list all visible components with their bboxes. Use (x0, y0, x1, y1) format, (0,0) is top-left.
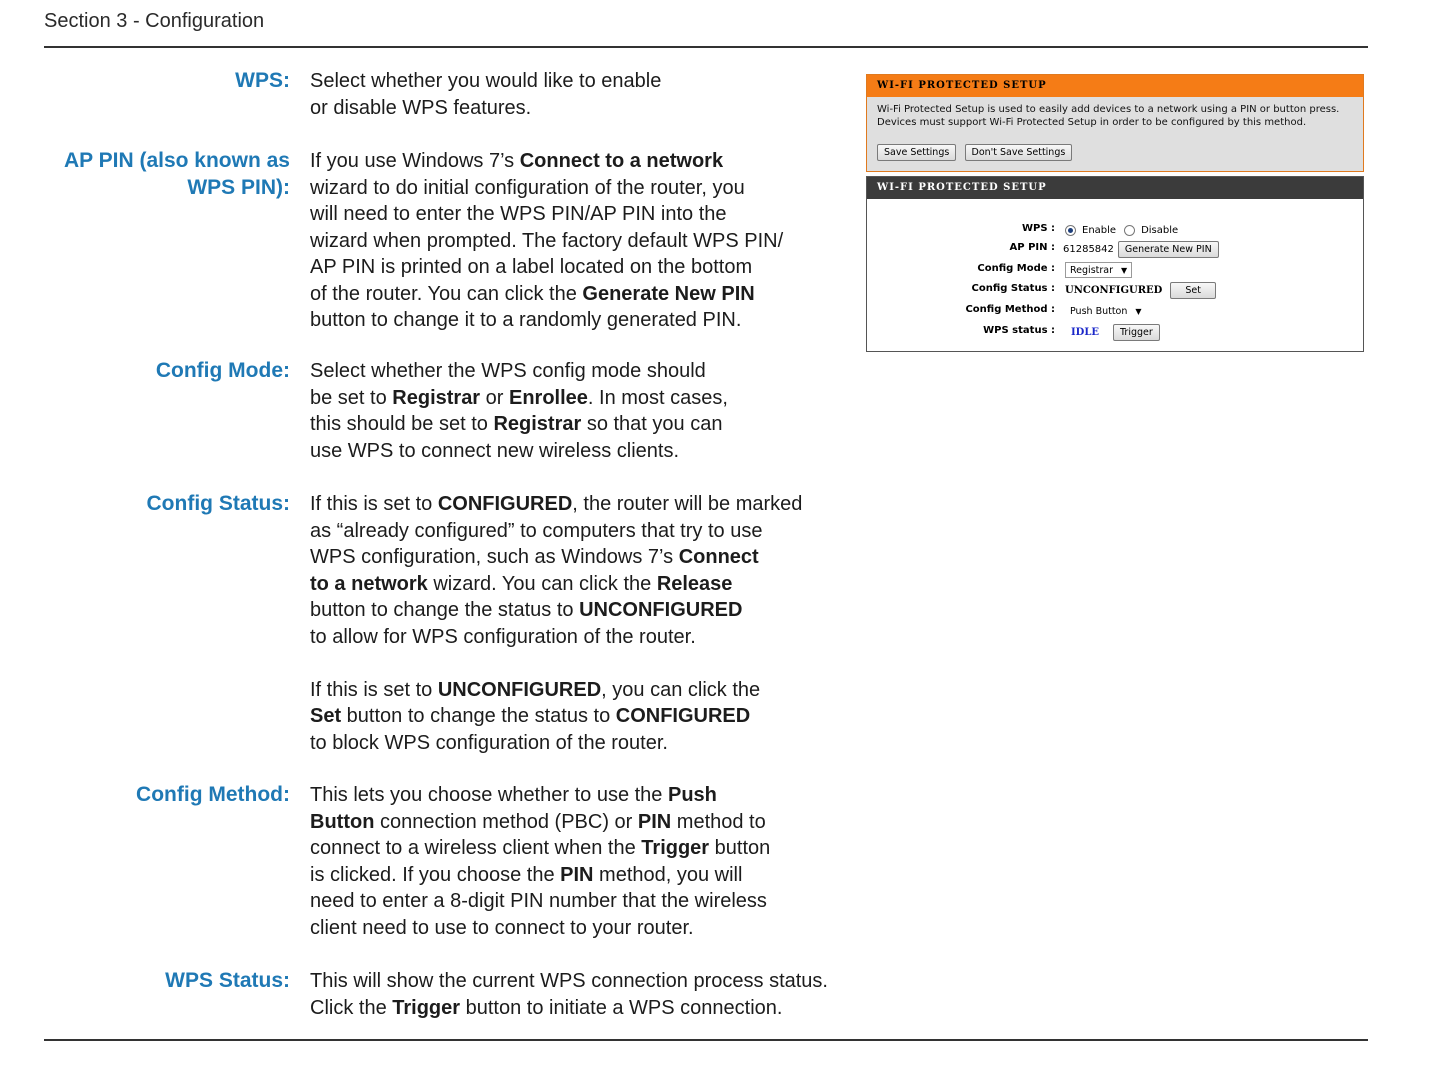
intro-line-1: Wi-Fi Protected Setup is used to easily add devices to a network using a PIN or button press. (877, 104, 1340, 115)
bold-term: Connect to a network (519, 150, 724, 172)
definition-description (310, 358, 870, 464)
config-method-label: Config Method : (965, 304, 1055, 315)
definition-term: WPS: (235, 69, 290, 92)
definition-description (310, 148, 870, 334)
wps-status-value: IDLE (1071, 326, 1100, 338)
definition-term: Config Status: (146, 492, 290, 515)
definition-description (310, 968, 870, 1021)
bold-term: Registrar (493, 413, 582, 435)
description-paragraph: If you use Windows 7’s Connect to a network wizard to do initial configuration of the router, you will need to enter the WPS PIN/AP PIN into the wizard when prompted. The factory default WPS PIN/ AP PIN is printed on a label located on the bottom of the router. You can click the Generate New PIN button to change it to a randomly generated PIN. (310, 150, 784, 331)
config-mode-select[interactable] (1065, 262, 1132, 278)
description-paragraph: This lets you choose whether to use the Push Button connection method (PBC) or PIN method to connect to a wireless client when the Trigger button is clicked. If you choose the PIN method, you will need to enter a 8-digit PIN number that the wireless client need to use to connect to your router. (310, 784, 771, 939)
generate-new-pin-button[interactable]: Generate New PIN (1118, 241, 1219, 258)
bold-term: Connect (678, 546, 759, 568)
enable-radio[interactable] (1065, 225, 1076, 236)
bold-term: Push (667, 784, 717, 806)
enable-label: Enable (1082, 224, 1117, 236)
ap-pin-row (867, 239, 1363, 259)
bold-term: Trigger (641, 837, 710, 859)
config-method-select[interactable] (1065, 303, 1147, 319)
wps-row (867, 220, 1363, 240)
config-mode-value: Registrar (1070, 264, 1113, 276)
ap-pin-value: 61285842 (1063, 243, 1114, 255)
save-settings-button[interactable]: Save Settings (877, 144, 956, 161)
definition-description (310, 68, 870, 121)
bold-term: UNCONFIGURED (579, 599, 743, 621)
definition-term: WPS Status: (165, 969, 290, 992)
ap-pin-label: AP PIN : (1009, 242, 1055, 253)
set-button[interactable]: Set (1170, 282, 1216, 299)
config-mode-label: Config Mode : (977, 263, 1055, 274)
top-rule (44, 46, 1368, 48)
wps-settings-title: WI-FI PROTECTED SETUP (867, 177, 1363, 199)
bold-term: Enrollee (509, 386, 588, 409)
bold-term: Button (310, 810, 375, 833)
chevron-down-icon: ▼ (1121, 265, 1128, 275)
bold-term: PIN (560, 863, 594, 886)
wps-status-label: WPS status : (983, 325, 1055, 336)
bold-term: Generate New PIN (582, 282, 755, 305)
section-title: Section 3 - Configuration (44, 10, 265, 32)
definition-description (310, 782, 870, 941)
wps-settings-panel (866, 176, 1364, 352)
description-paragraph: This will show the current WPS connection process status. Click the Trigger button to initiate a WPS connection. (310, 970, 828, 1019)
bold-term: Release (656, 572, 733, 595)
bold-term: PIN (637, 810, 672, 833)
wps-intro-panel (866, 74, 1364, 172)
intro-line-2: Devices must support Wi-Fi Protected Setup in order to be configured by this method. (877, 117, 1307, 128)
bold-term: Set (310, 705, 342, 727)
bold-term: CONFIGURED (615, 705, 751, 727)
config-status-row (867, 280, 1363, 300)
wps-label: WPS : (1021, 223, 1055, 234)
wps-status-row (867, 322, 1363, 342)
disable-radio[interactable] (1124, 225, 1135, 236)
description-paragraph: Select whether the WPS config mode should be set to Registrar or Enrollee. In most cases, this should be set to Registrar so that you can use WPS to connect new wireless clients. (310, 360, 728, 462)
definition-description (310, 491, 870, 756)
trigger-button[interactable]: Trigger (1113, 324, 1160, 341)
dont-save-settings-button[interactable]: Don't Save Settings (965, 144, 1073, 161)
description-paragraph: If this is set to UNCONFIGURED, you can click the Set button to change the status to CONFIGURED to block WPS configuration of the router. (310, 678, 761, 754)
definition-term: Config Method: (136, 783, 290, 806)
description-paragraph: Select whether you would like to enable or disable WPS features. (310, 70, 662, 119)
config-method-value: Push Button (1070, 305, 1128, 317)
config-method-row (867, 301, 1363, 321)
disable-label: Disable (1141, 224, 1179, 236)
definition-term: Config Mode: (155, 359, 290, 382)
bottom-rule (44, 1039, 1368, 1041)
wps-intro-title: WI-FI PROTECTED SETUP (867, 75, 1363, 97)
wps-intro-text (867, 97, 1363, 129)
bold-term: Trigger (392, 996, 461, 1019)
bold-term: to a network (310, 572, 428, 595)
bold-term: UNCONFIGURED (437, 678, 602, 701)
bold-term: Registrar (392, 386, 481, 409)
settings-button-row (877, 144, 1077, 161)
definition-term: AP PIN (also known as WPS PIN): (63, 149, 290, 199)
chevron-down-icon: ▼ (1135, 306, 1142, 316)
config-status-label: Config Status : (971, 283, 1055, 294)
config-status-value: UNCONFIGURED (1065, 284, 1163, 296)
config-mode-row (867, 260, 1363, 280)
description-paragraph: If this is set to CONFIGURED, the router will be marked as “already configured” to computers that try to use WPS configuration, such as Windows 7’s Connect to a network wizard. You can click the Release button to change the status to UNCONFIGURED to allow for WPS configuration of the router. (310, 493, 803, 648)
bold-term: CONFIGURED (437, 493, 573, 515)
